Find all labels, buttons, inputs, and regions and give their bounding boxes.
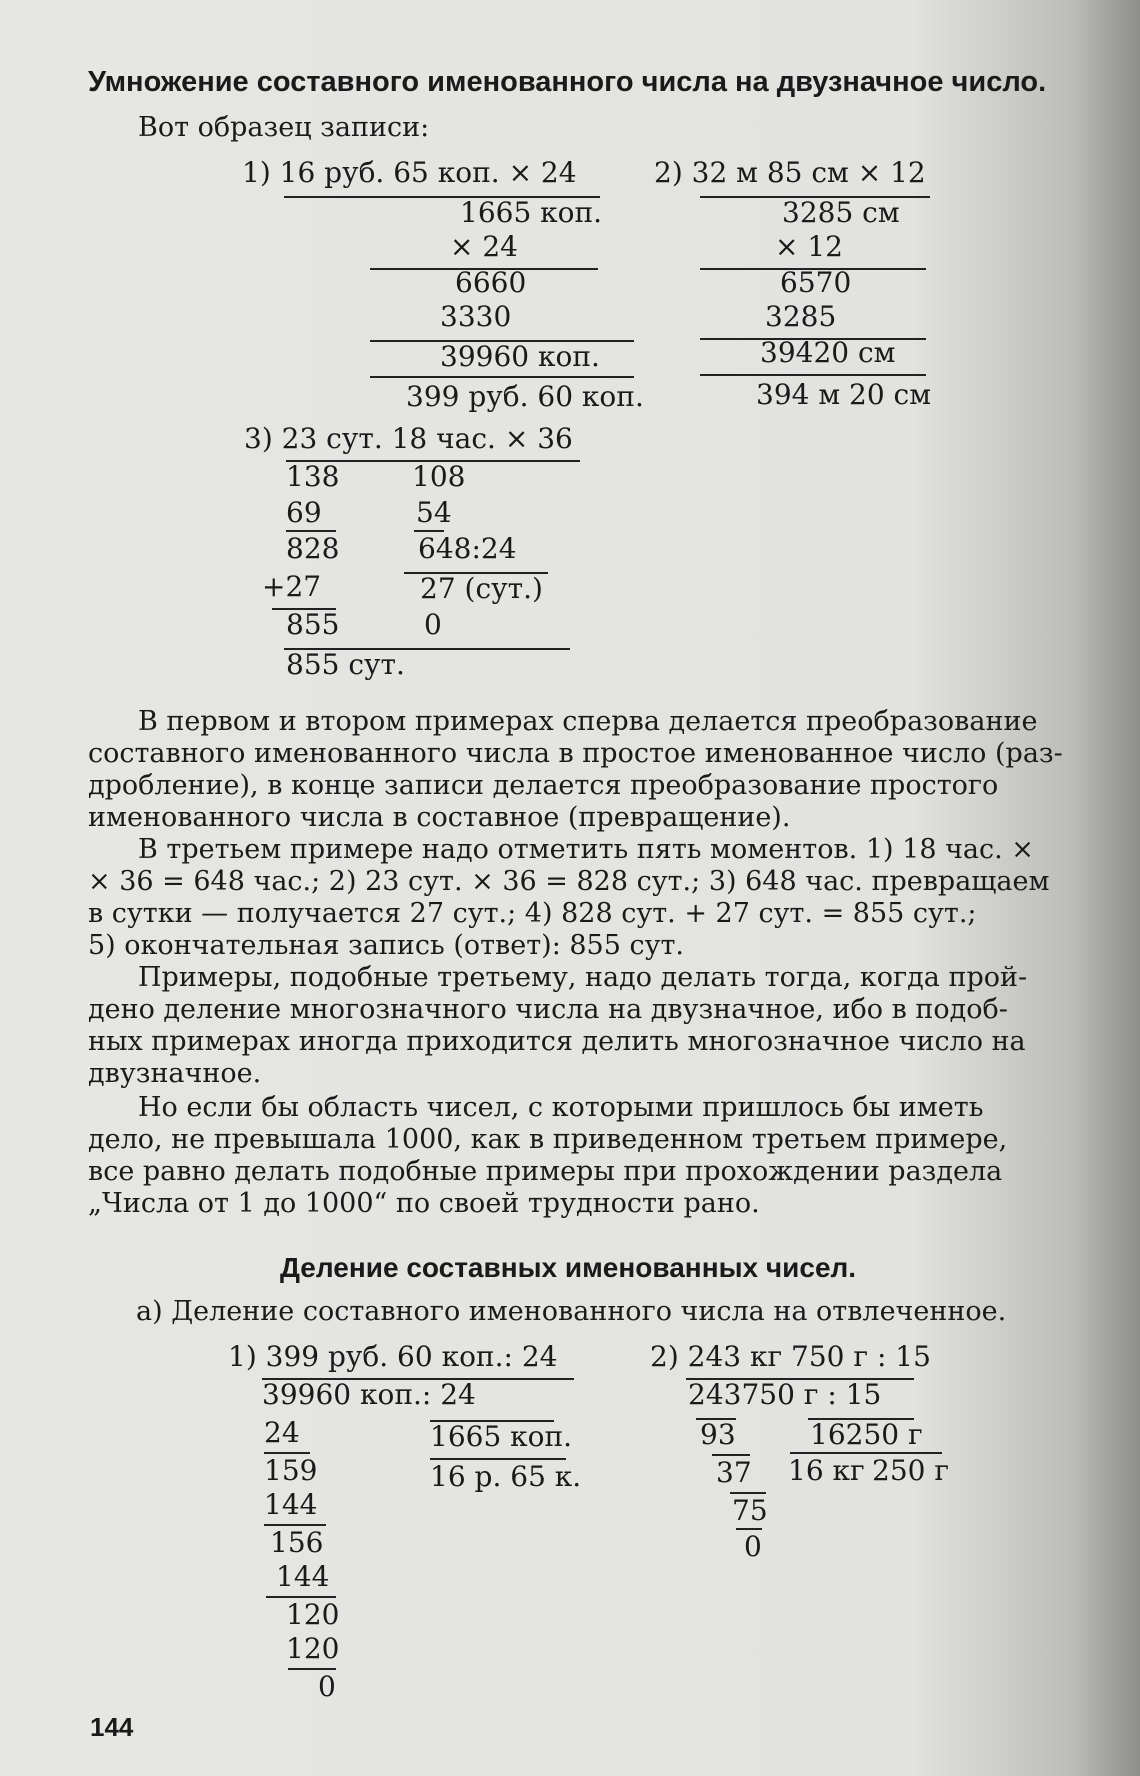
rule	[700, 374, 926, 376]
paragraph-line: Но если бы область чисел, с которыми пришлось бы иметь	[138, 1092, 984, 1123]
paragraph-line: Примеры, подобные третьему, надо делать тогда, когда прой-	[138, 962, 1028, 993]
example-1-title: 1) 16 руб. 65 коп. × 24	[242, 156, 577, 189]
example-3-left: 138	[286, 460, 340, 493]
section-heading-multiplication: Умножение составного именованного числа на двузначное число.	[88, 66, 1047, 98]
paragraph-line: дено деление многозначного числа на двузначное, ибо в подоб-	[88, 994, 1008, 1025]
example-2-row: 394 м 20 см	[756, 378, 932, 411]
paragraph-line: В третьем примере надо отметить пять моментов. 1) 18 час. ×	[138, 834, 1034, 865]
division-1-quotient: 1665 коп.	[430, 1420, 573, 1453]
example-3-right: 0	[424, 608, 442, 641]
example-2-row: × 12	[775, 230, 843, 263]
division-1-step: 120	[286, 1632, 340, 1665]
division-2-quotient: 16250 г	[810, 1418, 923, 1451]
example-2-row: 39420 см	[760, 336, 896, 369]
section-heading-division: Деление составных именованных чисел.	[280, 1252, 857, 1283]
division-1-step: 144	[276, 1560, 330, 1593]
paragraph-line: все равно делать подобные примеры при прохождении раздела	[88, 1156, 1003, 1187]
example-1-row: × 24	[450, 230, 518, 263]
rule	[370, 376, 634, 378]
paragraph-line: „Числа от 1 до 1000“ по своей трудности рано.	[88, 1188, 760, 1219]
example-1-row: 39960 коп.	[440, 340, 600, 373]
example-3-left: +27	[262, 570, 322, 603]
example-1-row: 6660	[455, 266, 527, 299]
division-1-step: 0	[318, 1670, 336, 1703]
example-2-row: 3285 см	[782, 196, 900, 229]
example-3-right: 648:24	[418, 532, 517, 565]
paragraph-line: двузначное.	[88, 1058, 262, 1089]
example-3-title: 3) 23 сут. 18 час. × 36	[244, 422, 573, 455]
example-3-right: 54	[416, 496, 452, 529]
example-3-left: 69	[286, 496, 322, 529]
example-3-right: 108	[412, 460, 466, 493]
page-number: 144	[90, 1712, 134, 1742]
paragraph-line: дело, не превышала 1000, как в приведенном третьем примере,	[88, 1124, 1008, 1155]
division-1-answer: 16 р. 65 к.	[430, 1460, 582, 1493]
example-3-answer: 855 сут.	[286, 648, 405, 681]
example-1-row: 399 руб. 60 коп.	[406, 380, 644, 413]
example-2-row: 3285	[765, 300, 837, 333]
division-1-step: 144	[264, 1488, 318, 1521]
paragraph	[88, 962, 1080, 1090]
example-2-row: 6570	[780, 266, 852, 299]
division-1-title: 1) 399 руб. 60 коп.: 24	[228, 1340, 558, 1373]
subsection-a: а) Деление составного именованного числа на отвлеченное.	[136, 1296, 1007, 1327]
paragraph-line: В первом и втором примерах сперва делается преобразование	[138, 706, 1038, 737]
division-2-step: 0	[744, 1530, 762, 1563]
division-2-answer-g: 250 г	[872, 1454, 950, 1487]
example-3-right: 27 (сут.)	[420, 572, 543, 605]
paragraph	[88, 834, 1080, 962]
division-1-step: 159	[264, 1454, 318, 1487]
paragraph	[88, 706, 1080, 834]
division-1-step: 120	[286, 1598, 340, 1631]
example-1-row: 1665 коп.	[460, 196, 603, 229]
paragraph	[88, 1092, 1080, 1220]
division-2-step: 93	[700, 1418, 736, 1451]
paragraph-line: в сутки — получается 27 сут.; 4) 828 сут. + 27 сут. = 855 сут.;	[88, 898, 977, 929]
paragraph-line: именованного числа в составное (превращение).	[88, 802, 791, 833]
division-2-step: 75	[732, 1494, 768, 1527]
example-1-row: 3330	[440, 300, 512, 333]
paragraph-line: ных примерах иногда приходится делить многозначное число на	[88, 1026, 1026, 1057]
paragraph-line: 5) окончательная запись (ответ): 855 сут.	[88, 930, 685, 961]
division-2-title: 2) 243 кг 750 г : 15	[650, 1340, 931, 1373]
division-1-step: 24	[264, 1416, 300, 1449]
division-2-step: 37	[716, 1456, 752, 1489]
division-1-line: 39960 коп.: 24	[262, 1378, 476, 1411]
example-3-left: 855	[286, 608, 340, 641]
example-3-left: 828	[286, 532, 340, 565]
division-2-line: 243750 г : 15	[688, 1378, 882, 1411]
paragraph-line: составного именованного числа в простое именованное число (раз-	[88, 738, 1063, 769]
division-2-answer-kg: 16 кг	[788, 1454, 865, 1487]
intro-text: Вот образец записи:	[138, 112, 430, 143]
division-1-step: 156	[270, 1526, 324, 1559]
paragraph-line: × 36 = 648 час.; 2) 23 сут. × 36 = 828 сут.; 3) 648 час. превращаем	[88, 866, 1050, 897]
paragraph-line: дробление), в конце записи делается преобразование простого	[88, 770, 999, 801]
example-2-title: 2) 32 м 85 см × 12	[654, 156, 926, 189]
